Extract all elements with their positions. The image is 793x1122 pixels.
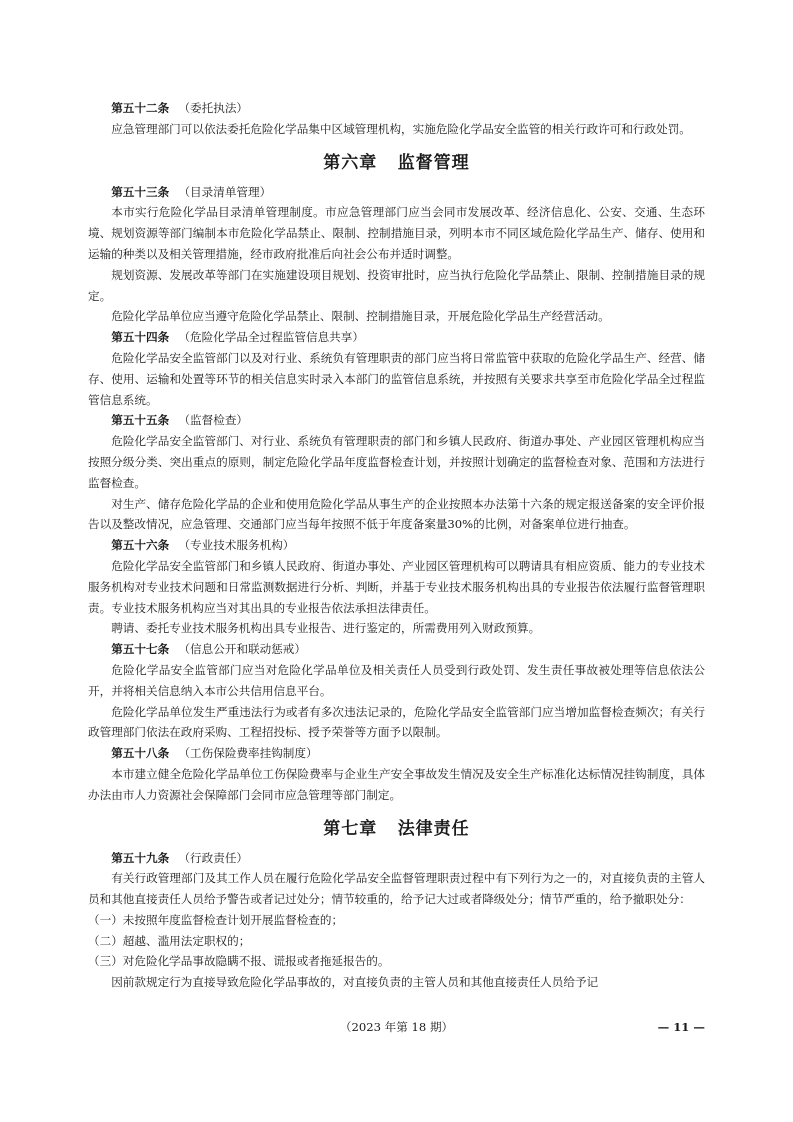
article-heading [88,639,705,660]
article-heading [88,410,705,431]
article-subtitle: （工伤保险费率挂钩制度） [178,746,318,761]
article-number: 第五十二条 [111,101,170,115]
chapter-number: 第七章 [323,818,378,839]
article-subtitle: （行政责任） [178,850,249,865]
paragraph: 危险化学品安全监管部门和乡镇人民政府、街道办事处、产业园区管理机构可以聘请具有相应资质、能力的专业技术服务机构对专业技术问题和日常监测数据进行分析、判断，并基于专业技术服务机构出具的专业报告依法履行监督管理职责。专业技术服务机构应当对其出具的专业报告依法承担法律责任。 [88,558,705,615]
paragraph: 危险化学品安全监管部门、对行业、系统负有管理职责的部门和乡镇人民政府、街道办事处、产业园区管理机构应当按照分级分类、突出重点的原则，制定危险化学品年度监督检查计划，并按照计划确定的监督检查对象、范围和方法进行监督检查。 [88,434,705,490]
article-subtitle: （委托执法） [178,101,249,115]
article-heading [88,182,705,203]
paragraph: 有关行政管理部门及其工作人员在履行危险化学品安全监督管理职责过程中有下列行为之一的，对直接负责的主管人员和其他直接责任人员给予警告或者记过处分；情节较重的，给予记大过或者降级处分；情节严重的，给予撤职处分： [88,871,705,907]
article-subtitle: （专业技术服务机构） [178,538,295,553]
article-number: 第五十九条 [111,850,170,865]
chapter-name: 监督管理 [397,152,470,173]
document-body [88,98,705,993]
article-number: 第五十八条 [111,746,170,761]
paragraph: 聘请、委托专业技术服务机构出具专业报告、进行鉴定的，所需费用列入财政预算。 [111,621,541,636]
article-number: 第五十六条 [111,538,170,553]
article-heading [88,327,705,348]
paragraph: 危险化学品单位应当遵守危险化学品禁止、限制、控制措施目录，开展危险化学品生产经营活动。 [111,309,610,324]
article-heading [88,98,705,119]
paragraph: 对生产、储存危险化学品的企业和使用危险化学品从事生产的企业按照本办法第十六条的规定报送备案的安全评价报告以及整改情况，应急管理、交通部门应当每年按照不低于年度备案量30%的比例，对备案单位进行抽查。 [88,496,705,532]
paragraph: 危险化学品单位发生严重违法行为或者有多次违法记录的，危险化学品安全监管部门应当增加监督检查频次；有关行政管理部门依法在政府采购、工程招投标、授予荣誉等方面予以限制。 [88,704,705,740]
article-number: 第五十七条 [111,642,170,657]
paragraph: 因前款规定行为直接导致危险化学品事故的，对直接负责的主管人员和其他直接责任人员给予记 [111,975,599,990]
article-number: 第五十四条 [111,330,170,345]
chapter-name: 法律责任 [397,818,470,839]
issue-label: （2023 年第 18 期） [339,1020,454,1034]
article-number: 第五十三条 [111,184,170,199]
list-item: （三）对危险化学品事故隐瞒不报、谎报或者拖延报告的。 [88,954,390,969]
paragraph: 本市实行危险化学品目录清单管理制度。市应急管理部门应当会同市发展改革、经济信息化、公安、交通、生态环境、规划资源等部门编制本市危险化学品禁止、限制、控制措施目录，列明本市不同区域危险化学品生产、储存、使用和运输的种类以及相关管理措施，经市政府批准后向社会公布并适时调整。 [88,205,705,261]
paragraph: 规划资源、发展改革等部门在实施建设项目规划、投资审批时，应当执行危险化学品禁止、限制、控制措施目录的规定。 [88,267,705,303]
article-subtitle: （信息公开和联动惩戒） [178,642,306,657]
list-item: （二）超越、滥用法定职权的； [88,933,251,948]
chapter-heading [88,816,705,842]
list-item: （一）未按照年度监督检查计划开展监督检查的； [88,912,344,927]
paragraph: 本市建立健全危险化学品单位工伤保险费率与企业生产安全事故发生情况及安全生产标准化达标情况挂钩制度，具体办法由市人力资源社会保障部门会同市应急管理等部门制定。 [88,766,705,802]
article-heading [88,743,705,764]
paragraph: 危险化学品安全监管部门以及对行业、系统负有管理职责的部门应当将日常监管中获取的危险化学品生产、经营、储存、使用、运输和处置等环节的相关信息实时录入本部门的监管信息系统，并按照有关要求共享至市危险化学品全过程监管信息系统。 [88,350,705,407]
article-heading [88,848,705,869]
chapter-heading [88,150,705,176]
article-subtitle: （监督检查） [178,413,249,428]
article-heading [88,535,705,556]
paragraph: 应急管理部门可以依法委托危险化学品集中区域管理机构，实施危险化学品安全监管的相关行政许可和行政处罚。 [111,121,691,136]
paragraph: 危险化学品安全监管部门应当对危险化学品单位及相关责任人员受到行政处罚、发生责任事故被处理等信息依法公开，并将相关信息纳入本市公共信用信息平台。 [88,662,705,698]
article-subtitle: （目录清单管理） [178,184,272,199]
article-number: 第五十五条 [111,413,170,428]
page-number: — 11 — [657,1020,705,1034]
article-subtitle: （危险化学品全过程监管信息共享） [178,330,364,345]
chapter-number: 第六章 [323,152,378,173]
